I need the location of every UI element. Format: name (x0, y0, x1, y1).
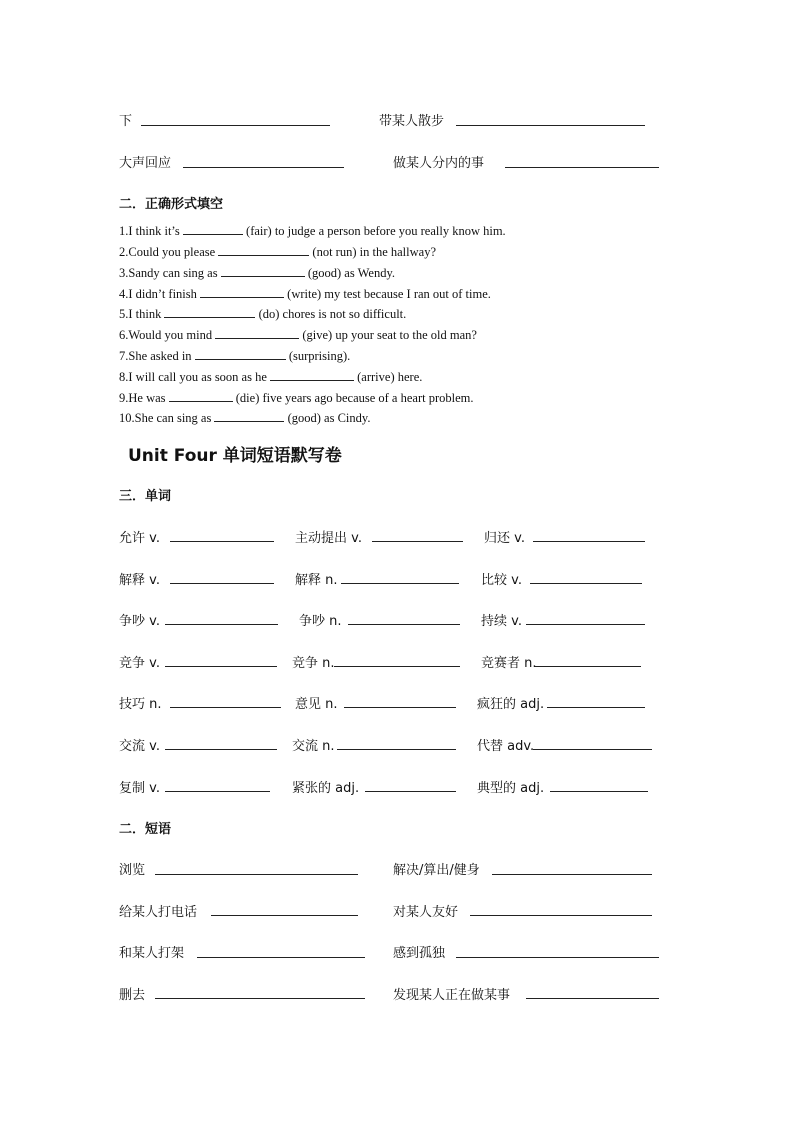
answer-blank[interactable] (165, 791, 270, 792)
question-text: 10.She can sing as (119, 411, 215, 425)
question-text: (not run) in the hallway? (309, 245, 436, 259)
phrase-label: 解决/算出/健身 (393, 863, 480, 878)
phrase-label: 删去 (119, 988, 146, 1003)
answer-blank[interactable] (533, 541, 645, 542)
word-label: 代替 adv. (477, 739, 535, 754)
unit-title: Unit Four 单词短语默写卷 (128, 446, 342, 466)
question-text: (die) five years ago because of a heart problem. (232, 391, 474, 405)
question-text: 6.Would you mind (119, 328, 216, 342)
word-label: 复制 v. (119, 781, 160, 796)
phrase-label: 发现某人正在做某事 (393, 988, 511, 1003)
word-label: 意见 n. (295, 697, 338, 712)
answer-blank[interactable] (492, 874, 652, 875)
answer-blank[interactable] (470, 915, 652, 916)
question-text: (surprising). (285, 349, 351, 363)
question-text: 3.Sandy can sing as (119, 266, 221, 280)
word-label: 竞争 n. (292, 656, 335, 671)
question-text: 4.I didn’t finish (119, 287, 201, 301)
answer-blank[interactable] (169, 390, 233, 402)
answer-blank[interactable] (215, 327, 299, 339)
question-text: (give) up your seat to the old man? (299, 328, 477, 342)
answer-blank[interactable] (170, 541, 274, 542)
answer-blank[interactable] (165, 624, 278, 625)
word-label: 技巧 n. (119, 697, 162, 712)
answer-blank[interactable] (214, 410, 284, 422)
question-line (119, 223, 506, 239)
question-text: 7.She asked in (119, 349, 195, 363)
answer-blank[interactable] (195, 348, 286, 360)
answer-blank[interactable] (348, 624, 460, 625)
answer-blank[interactable] (200, 286, 284, 298)
word-label: 紧张的 adj. (292, 781, 360, 796)
answer-blank[interactable] (337, 749, 456, 750)
answer-blank[interactable] (197, 957, 365, 958)
question-text: 9.He was (119, 391, 169, 405)
question-text: (arrive) here. (354, 370, 423, 384)
answer-blank[interactable] (533, 749, 652, 750)
answer-blank[interactable] (165, 666, 277, 667)
answer-blank[interactable] (170, 583, 274, 584)
word-label: 交流 n. (292, 739, 335, 754)
answer-blank[interactable] (535, 666, 641, 667)
word-label: 解释 n. (295, 573, 338, 588)
question-line (119, 410, 370, 426)
answer-blank[interactable] (270, 369, 354, 381)
answer-blank[interactable] (165, 749, 277, 750)
word-label: 疯狂的 adj. (477, 697, 545, 712)
answer-blank[interactable] (170, 707, 281, 708)
answer-blank[interactable] (365, 791, 456, 792)
question-text: (do) chores is not so difficult. (255, 307, 407, 321)
question-text: 1.I think it’s (119, 224, 183, 238)
phrase-label: 做某人分内的事 (393, 156, 485, 171)
answer-blank[interactable] (550, 791, 648, 792)
word-label: 允许 v. (119, 531, 160, 546)
question-text: (good) as Cindy. (284, 411, 371, 425)
question-line (119, 286, 491, 302)
phrase-label: 感到孤独 (393, 946, 446, 961)
answer-blank[interactable] (456, 125, 645, 126)
question-line (119, 327, 477, 343)
answer-blank[interactable] (344, 707, 456, 708)
word-label: 解释 v. (119, 573, 160, 588)
answer-blank[interactable] (334, 666, 460, 667)
question-line (119, 306, 406, 322)
word-label: 持续 v. (481, 614, 522, 629)
question-line (119, 390, 474, 406)
word-label: 争吵 n. (299, 614, 342, 629)
question-text: 8.I will call you as soon as he (119, 370, 271, 384)
phrase-label: 和某人打架 (119, 946, 185, 961)
question-line (119, 265, 395, 281)
word-label: 典型的 adj. (477, 781, 545, 796)
answer-blank[interactable] (372, 541, 463, 542)
answer-blank[interactable] (505, 167, 659, 168)
phrase-label: 大声回应 (119, 156, 172, 171)
answer-blank[interactable] (141, 125, 330, 126)
section-heading: 二．短语 (119, 822, 172, 837)
word-label: 主动提出 v. (295, 531, 362, 546)
phrase-label: 浏览 (119, 863, 146, 878)
answer-blank[interactable] (183, 223, 243, 235)
word-label: 比较 v. (481, 573, 522, 588)
phrase-label: 带某人散步 (379, 114, 445, 129)
phrase-label: 对某人友好 (393, 905, 459, 920)
question-text: (good) as Wendy. (304, 266, 396, 280)
answer-blank[interactable] (526, 998, 659, 999)
section-heading: 三．单词 (119, 489, 172, 504)
question-text: 5.I think (119, 307, 165, 321)
answer-blank[interactable] (547, 707, 645, 708)
question-text: (fair) to judge a person before you really know him. (242, 224, 506, 238)
question-line (119, 369, 422, 385)
question-line (119, 244, 436, 260)
answer-blank[interactable] (211, 915, 358, 916)
phrase-label: 给某人打电话 (119, 905, 198, 920)
word-label: 竞争 v. (119, 656, 160, 671)
answer-blank[interactable] (530, 583, 642, 584)
answer-blank[interactable] (221, 265, 305, 277)
answer-blank[interactable] (341, 583, 459, 584)
section-heading: 二．正确形式填空 (119, 197, 224, 212)
answer-blank[interactable] (155, 874, 358, 875)
question-text: (write) my test because I ran out of time. (284, 287, 491, 301)
answer-blank[interactable] (183, 167, 344, 168)
phrase-label: 下 (119, 114, 133, 129)
word-label: 竞赛者 n. (481, 656, 537, 671)
word-label: 争吵 v. (119, 614, 160, 629)
question-line (119, 348, 350, 364)
answer-blank[interactable] (155, 998, 365, 999)
word-label: 归还 v. (484, 531, 525, 546)
word-label: 交流 v. (119, 739, 160, 754)
question-text: 2.Could you please (119, 245, 219, 259)
answer-blank[interactable] (526, 624, 645, 625)
answer-blank[interactable] (218, 244, 309, 256)
answer-blank[interactable] (456, 957, 659, 958)
answer-blank[interactable] (164, 306, 255, 318)
